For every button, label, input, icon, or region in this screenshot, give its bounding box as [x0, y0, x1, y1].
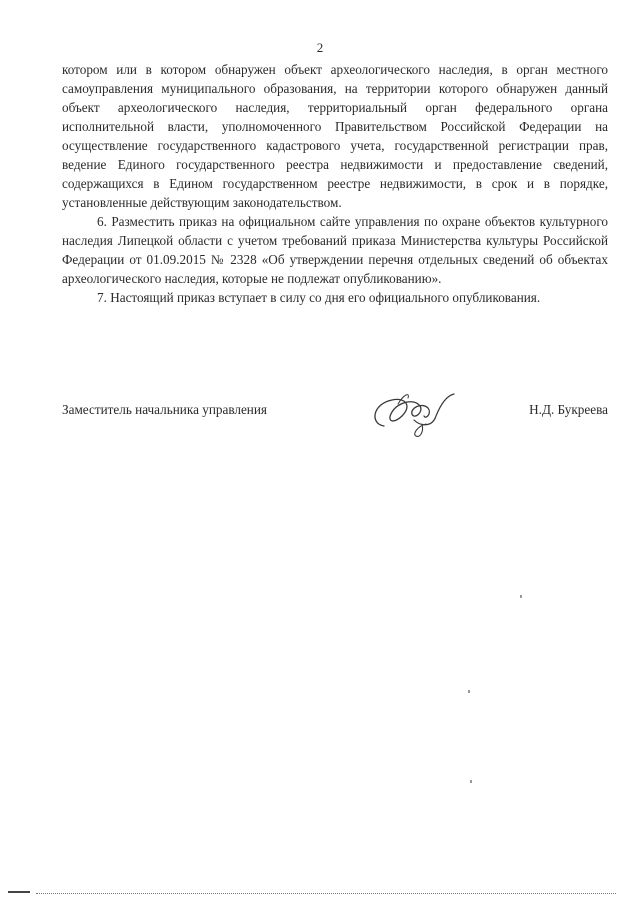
scan-speck — [468, 690, 470, 693]
paragraph-item-7: 7. Настоящий приказ вступает в силу со дня его официального опубликования. — [97, 290, 541, 305]
scan-edge-mark — [8, 891, 30, 893]
scan-speck — [520, 595, 522, 598]
paragraph-item-6: 6. Разместить приказ на официальном сайте управления по охране объектов культурного наследия Липецкой области с учетом требований приказа Министерства культуры Российской Федерации от 01.09.2015 № 2328 «Об утверждении перечня отдельных сведений об объектах археологического наследия, которые не подлежат опубликованию». — [62, 214, 608, 286]
signer-position: Заместитель начальника управления — [62, 402, 267, 417]
signature-block — [62, 400, 608, 440]
scan-speck — [470, 780, 472, 783]
handwritten-signature — [362, 386, 472, 442]
scan-bottom-edge — [36, 893, 616, 895]
page-number: 2 — [316, 40, 324, 55]
document-body — [62, 60, 608, 307]
signer-name: Н.Д. Букреева — [529, 402, 608, 417]
paragraph-continuation: котором или в котором обнаружен объект археологического наследия, в орган местного самоуправления муниципального образования, на территории которого обнаружен данный объект археологического наследия, территориальный орган федерального органа исполнительной власти, уполномоченного Правительством Российской Федерации на осуществление государственного кадастрового учета, государственной регистрации прав, ведение Единого государственного реестра недвижимости и предоставление сведений, содержащихся в Едином государственном реестре недвижимости, в срок и в порядке, установленные действующим законодательством. — [62, 62, 608, 210]
